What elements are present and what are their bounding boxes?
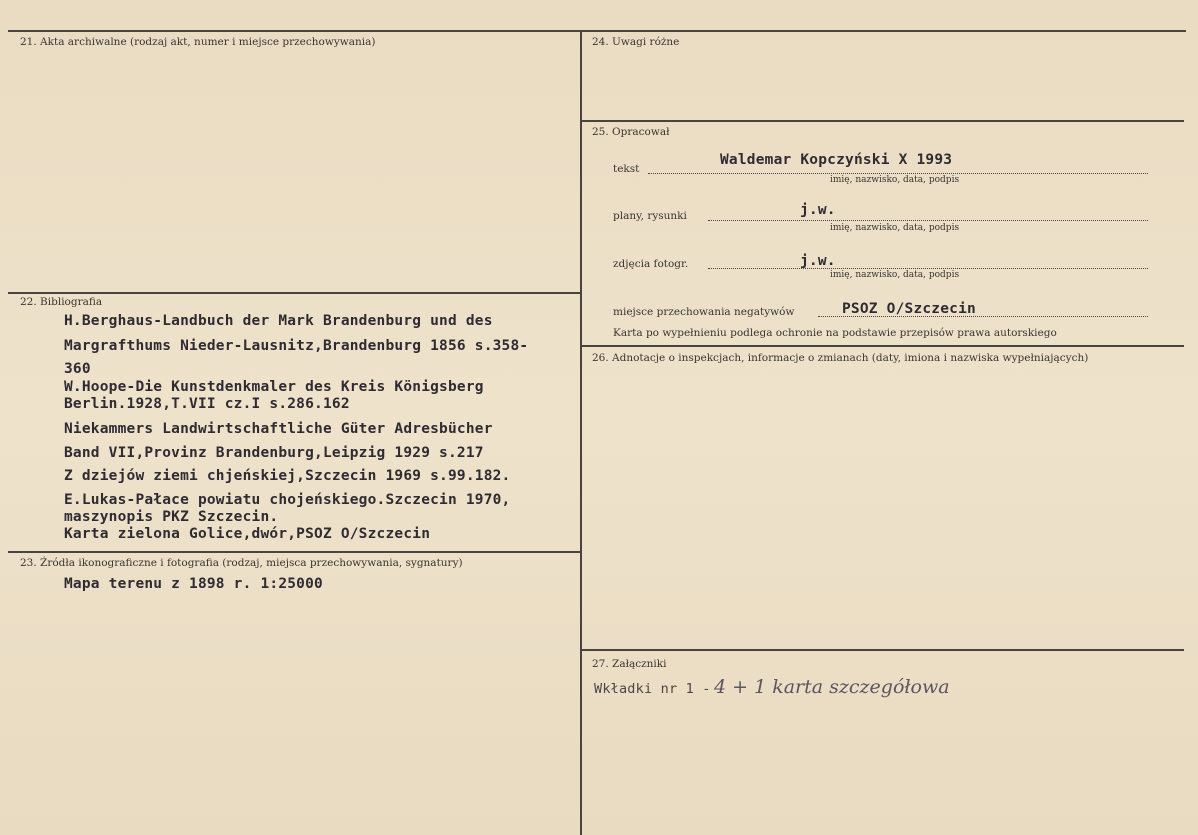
tekst-value: Waldemar Kopczyński X 1993 [720,152,953,168]
iconography-value: Mapa terenu z 1898 r. 1:25000 [64,576,323,592]
section-25-label: 25. Opracował [592,126,670,138]
section-24-label: 24. Uwagi różne [592,36,680,48]
tekst-line [648,173,1148,174]
bibliography-entry: 360 [64,361,91,377]
center-divider [580,30,582,835]
divider-21-22 [8,292,580,294]
negatywy-value: PSOZ O/Szczecin [842,301,976,317]
tekst-label: tekst [613,163,640,175]
section-23-label: 23. Źródła ikonograficzne i fotografia (rodzaj, miejsca przechowywania, sygnatury) [20,557,463,569]
plany-hint: imię, nazwisko, data, podpis [830,223,960,233]
divider-26-27 [582,649,1184,651]
attachments-typed: Wkładki nr 1 - [594,681,711,697]
bibliography-entry: E.Lukas-Pałace powiatu chojeńskiego.Szczecin 1970, [64,492,511,508]
divider-22-23 [8,551,580,553]
bibliography-entry: W.Hoope-Die Kunstdenkmaler des Kreis Königsberg [64,379,484,395]
top-border [8,30,1186,32]
attachments-handwritten: 4 + 1 karta szczegółowa [714,676,950,698]
divider-24-25 [582,120,1184,122]
zdjecia-line [708,268,1148,269]
bibliography-entry: Niekammers Landwirtschaftliche Güter Adresbücher [64,421,493,437]
tekst-hint: imię, nazwisko, data, podpis [830,175,960,185]
bibliography-entry: Berlin.1928,T.VII cz.I s.286.162 [64,396,350,412]
bibliography-entry: Z dziejów ziemi chjeńskiej,Szczecin 1969 s.99.182. [64,468,511,484]
section-26-label: 26. Adnotacje o inspekcjach, informacje o zmianach (daty, imiona i nazwiska wypełniających) [592,352,1089,364]
zdjecia-hint: imię, nazwisko, data, podpis [830,270,960,280]
plany-value: j.w. [800,202,836,218]
section-21-label: 21. Akta archiwalne (rodzaj akt, numer i miejsce przechowywania) [20,36,376,48]
bibliography-entry: Margrafthums Nieder-Lausnitz,Brandenburg 1856 s.358- [64,338,529,354]
divider-25-26 [582,345,1184,347]
bibliography-entry: Karta zielona Golice,dwór,PSOZ O/Szczecin [64,526,431,542]
copyright-note: Karta po wypełnieniu podlega ochronie na podstawie przepisów prawa autorskiego [613,327,1057,339]
bibliography-entry: Band VII,Provinz Brandenburg,Leipzig 1929 s.217 [64,445,484,461]
zdjecia-value: j.w. [800,253,836,269]
bibliography-entry: H.Berghaus-Landbuch der Mark Brandenburg und des [64,313,493,329]
plany-label: plany, rysunki [613,210,687,222]
zdjecia-label: zdjęcia fotogr. [613,258,689,270]
plany-line [708,220,1148,221]
section-22-label: 22. Bibliografia [20,296,103,308]
negatywy-label: miejsce przechowania negatywów [613,306,795,318]
section-27-label: 27. Załączniki [592,658,667,670]
bibliography-entry: maszynopis PKZ Szczecin. [64,509,279,525]
